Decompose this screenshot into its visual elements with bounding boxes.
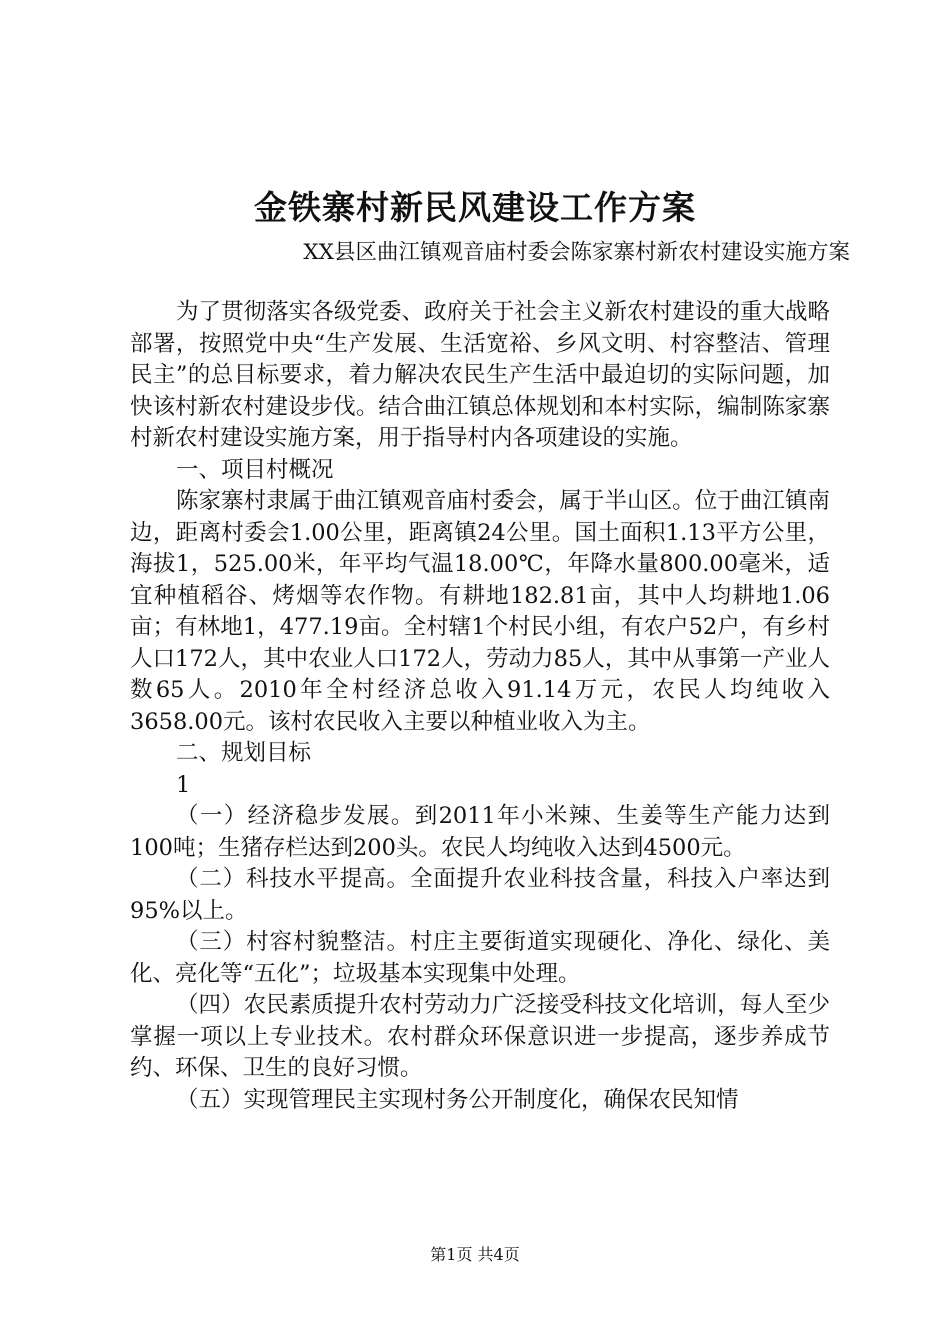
subtitle: XX县区曲江镇观音庙村委会陈家寨村新农村建设实施方案 — [303, 240, 850, 265]
section-heading-overview: 一、项目村概况 — [176, 456, 334, 483]
section-heading-goals: 二、规划目标 — [176, 740, 312, 766]
page-title: 金铁寨村新民风建设工作方案 — [254, 188, 696, 227]
goal-item-5: （五）实现管理民主实现村务公开制度化，确保农民知情 — [176, 1086, 739, 1113]
goal-item-2: （二）科技水平提高。全面提升农业科技含量，科技入户率达到95%以上。 — [130, 866, 830, 924]
list-number: 1 — [176, 771, 191, 798]
goal-item-1: （一）经济稳步发展。到2011年小米辣、生姜等生产能力达到100吨；生猪存栏达到200头。农民人均纯收入达到4500元。 — [130, 803, 830, 861]
intro-paragraph: 为了贯彻落实各级党委、政府关于社会主义新农村建设的重大战略部署，按照党中央“生产发展、生活宽裕、乡风文明、村容整洁、管理民主”的总目标要求，着力解决农民生产生活中最迫切的实际问题，加快该村新农村建设步伐。结合曲江镇总体规划和本村实际，编制陈家寨村新农村建设实施方案，用于指导村内各项建设的实施。 — [130, 299, 830, 451]
goal-item-3: （三）村容村貌整洁。村庄主要街道实现硬化、净化、绿化、美化、亮化等“五化”；垃圾基本实现集中处理。 — [130, 929, 830, 987]
document-body — [130, 297, 830, 1116]
page-number: 第1页 共4页 — [430, 1245, 520, 1264]
overview-paragraph: 陈家寨村隶属于曲江镇观音庙村委会，属于半山区。位于曲江镇南边，距离村委会1.00公里，距离镇24公里。国土面积1.13平方公里，海拔1，525.00米，年平均气温18.00℃，年降水量800.00毫米，适宜种植稻谷、烤烟等农作物。有耕地182.81亩，其中人均耕地1.06亩；有林地1，477.19亩。全村辖1个村民小组，有农户52户，有乡村人口172人，其中农业人口172人，劳动力85人，其中从事第一产业人数65人。2010年全村经济总收入91.14万元，农民人均纯收入3658.00元。该村农民收入主要以种植业收入为主。 — [130, 488, 830, 735]
goal-item-4: （四）农民素质提升农村劳动力广泛接受科技文化培训，每人至少掌握一项以上专业技术。农村群众环保意识进一步提高，逐步养成节约、环保、卫生的良好习惯。 — [130, 992, 830, 1081]
